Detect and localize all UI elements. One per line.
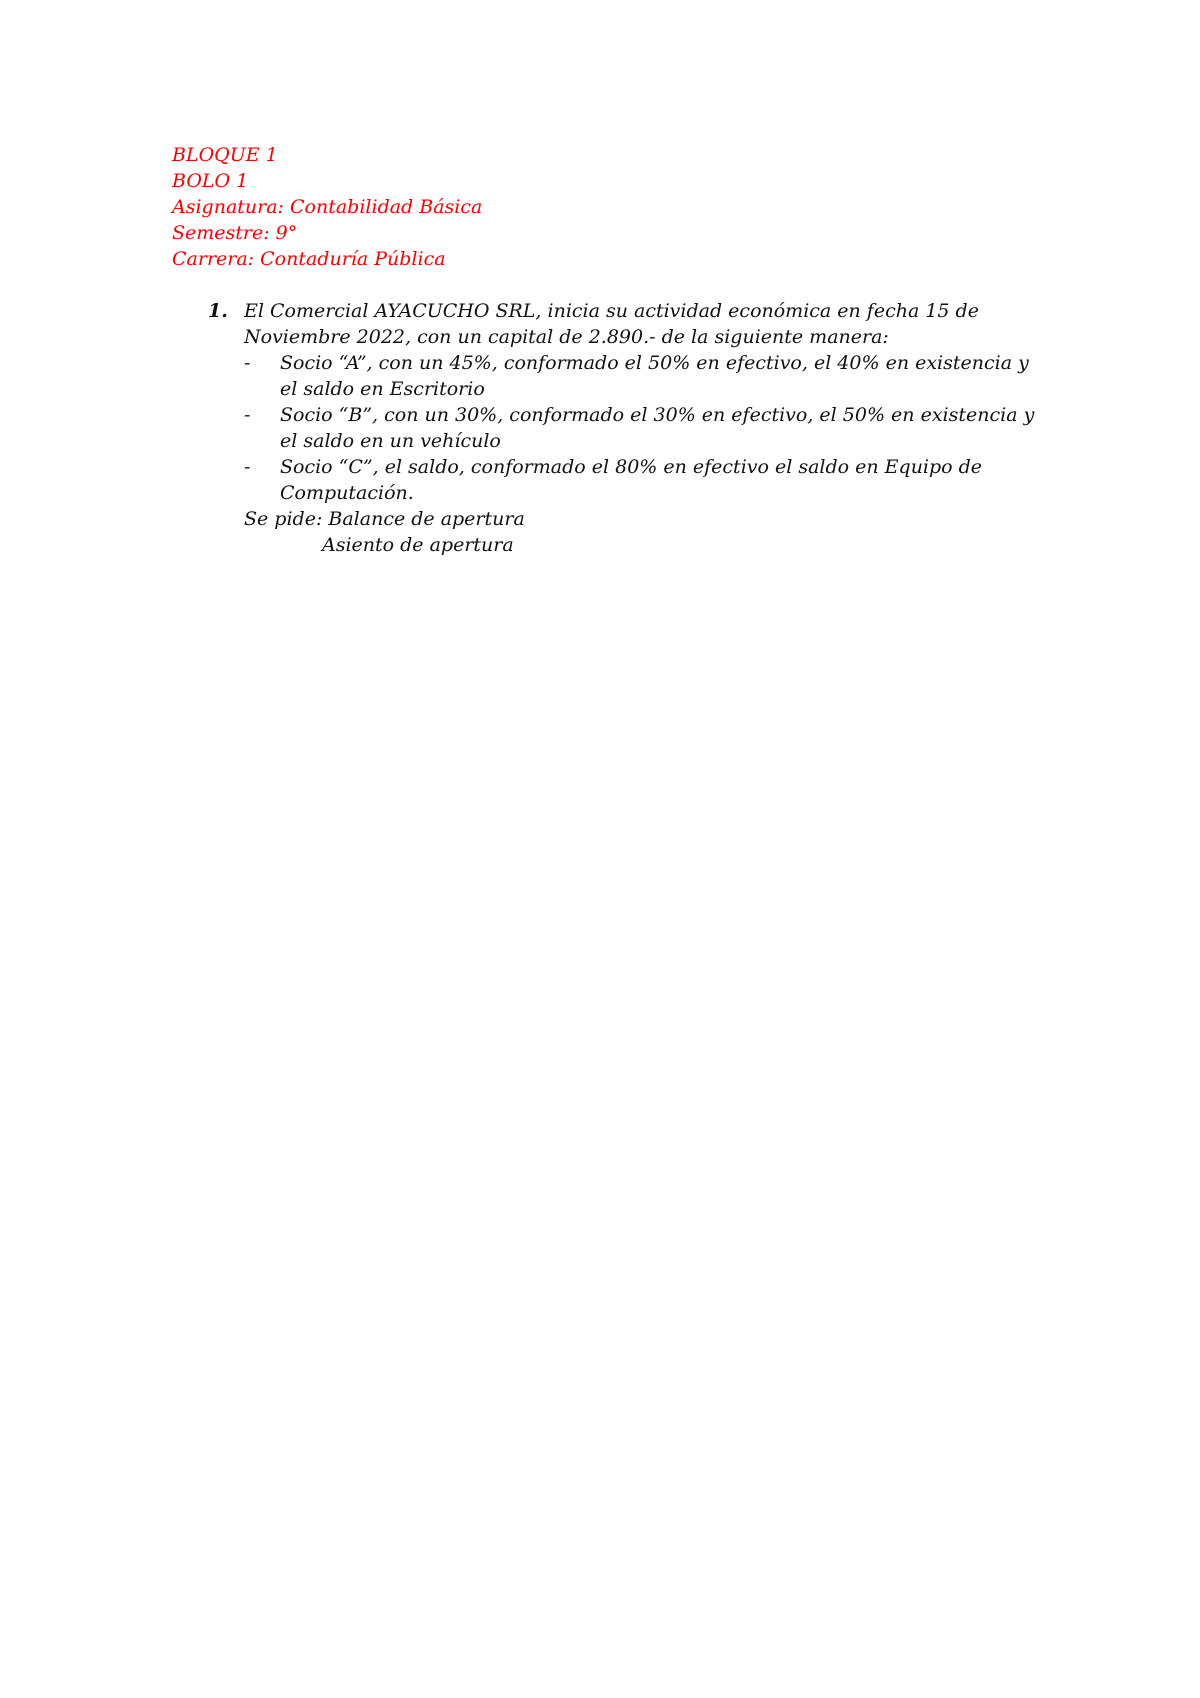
question-intro: El Comercial AYACUCHO SRL, inicia su actividad económica en fecha 15 de Noviembre 2022, con un capital de 2.890.- de la siguiente manera: <box>244 300 979 348</box>
bullet-marker: - <box>244 352 251 374</box>
request-block <box>244 506 1052 558</box>
list-item <box>244 454 1052 506</box>
subject-line: Asignatura: Contabilidad Básica <box>172 196 483 218</box>
partner-list <box>244 350 1052 506</box>
bullet-marker: - <box>244 456 251 478</box>
partner-b-text: Socio “B”, con un 30%, conformado el 30% en efectivo, el 50% en existencia y el saldo en un vehículo <box>280 404 1035 452</box>
bullet-marker: - <box>244 404 251 426</box>
question-number: 1. <box>208 300 228 322</box>
list-item <box>244 350 1052 402</box>
career-line: Carrera: Contaduría Pública <box>172 248 446 270</box>
semester-line: Semestre: 9° <box>172 222 298 244</box>
question-item <box>172 298 1052 558</box>
request-second: Asiento de apertura <box>322 534 514 556</box>
list-item <box>244 402 1052 454</box>
document-content <box>172 142 1052 558</box>
bolo-title: BOLO 1 <box>172 170 249 192</box>
block-title: BLOQUE 1 <box>172 144 278 166</box>
partner-c-text: Socio “C”, el saldo, conformado el 80% en efectivo el saldo en Equipo de Computación. <box>280 456 983 504</box>
request-label: Se pide: Balance de apertura <box>244 508 525 530</box>
partner-a-text: Socio “A”, con un 45%, conformado el 50% en efectivo, el 40% en existencia y el saldo en Escritorio <box>280 352 1029 400</box>
header-block <box>172 142 1052 272</box>
